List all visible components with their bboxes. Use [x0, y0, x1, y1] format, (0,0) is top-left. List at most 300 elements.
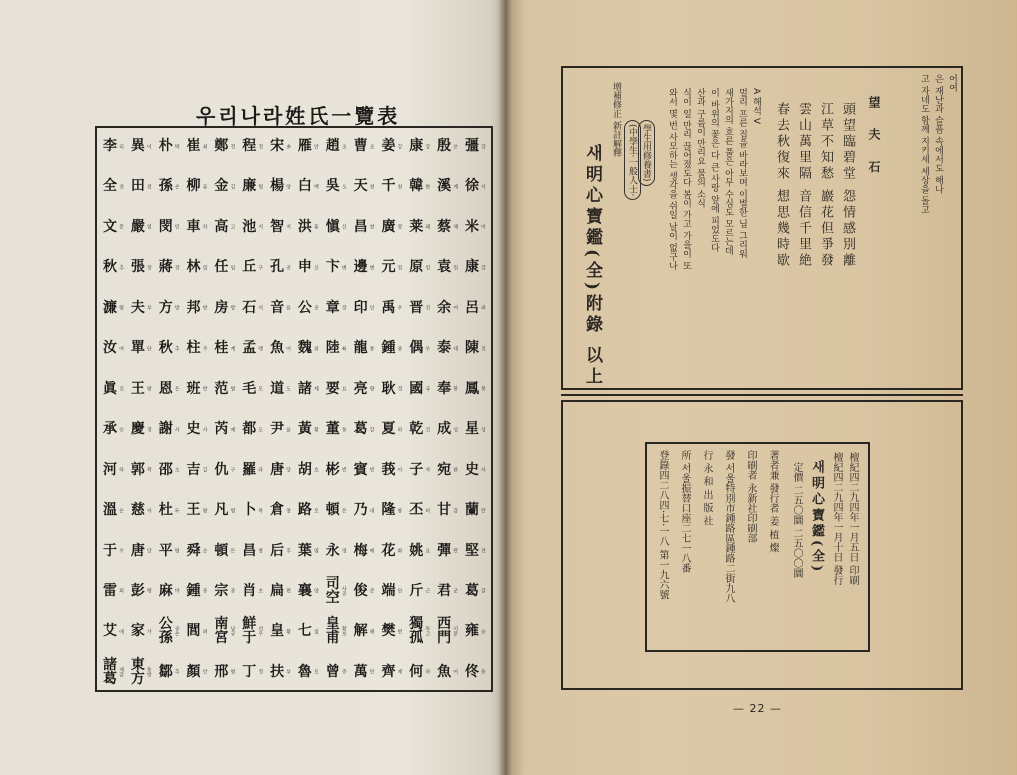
surname-reading: 모	[257, 386, 264, 392]
surname-entry	[187, 539, 207, 563]
surname-reading: 채	[452, 224, 459, 230]
surname-reading: 독고	[424, 626, 431, 637]
surname-hanja: 蘭	[464, 502, 479, 519]
surname-entry	[214, 498, 234, 522]
surname-reading: 성	[452, 426, 459, 432]
surname-reading: 해	[368, 628, 375, 634]
surname-hanja: 甘	[437, 502, 452, 519]
surname-reading: 우	[396, 305, 403, 311]
surname-hanja: 皇	[270, 623, 285, 640]
surname-reading: 지	[257, 224, 264, 230]
surname-hanja: 雷	[103, 582, 117, 599]
surname-hanja: 子	[409, 461, 424, 478]
surname-hanja: 池	[242, 218, 257, 235]
surname-reading: 경	[396, 386, 403, 392]
surname-hanja: 齊	[381, 663, 396, 680]
surname-hanja: 耿	[381, 380, 396, 397]
poem-line: 雲山萬里隔 音信千里絶	[796, 102, 811, 270]
surname-entry	[131, 134, 151, 158]
surname-hanja: 舜	[186, 542, 201, 559]
surname-reading: 완	[452, 467, 459, 473]
surname-hanja: 黃	[297, 421, 312, 438]
surname-column	[130, 134, 152, 687]
surname-hanja: 晋	[409, 299, 424, 316]
surname-reading: 근	[424, 588, 431, 594]
colophon-book-title: 새明心寶鑑(全)	[809, 460, 824, 575]
surname-entry	[325, 575, 347, 606]
surname-hanja: 范	[214, 380, 229, 397]
surname-entry	[354, 619, 374, 643]
surname-reading: 옹	[479, 628, 486, 634]
surname-entry	[270, 498, 290, 522]
translation-line: 산과 구름이 만리요 물의 소식	[695, 88, 705, 208]
surname-entry	[326, 377, 346, 401]
surname-hanja: 米	[464, 218, 479, 235]
surname-reading: 주	[201, 345, 208, 351]
surname-reading: 은	[452, 143, 459, 149]
surname-hanja: 閔	[158, 218, 173, 235]
surname-column	[187, 134, 207, 684]
surname-reading: 추	[173, 345, 180, 351]
surname-entry	[159, 174, 179, 198]
surname-entry	[103, 498, 123, 522]
surname-column	[214, 134, 234, 684]
surname-hanja: 佟	[464, 663, 479, 680]
surname-hanja: 徐	[464, 178, 479, 195]
surname-hanja: 永	[325, 542, 340, 559]
surname-hanja: 夏	[381, 421, 396, 438]
surname-entry	[187, 296, 207, 320]
surname-reading: 박	[173, 143, 180, 149]
surname-reading: 양	[312, 588, 319, 594]
surname-entry	[187, 377, 207, 401]
surname-reading: 고	[229, 224, 236, 230]
surname-reading: 공손	[173, 626, 180, 637]
surname-hanja: 廉	[242, 178, 257, 195]
surname-entry	[465, 579, 485, 603]
surname-table	[95, 126, 493, 692]
publish-date: 檀紀四二九四年一月十日 發行	[831, 452, 842, 586]
surname-entry	[298, 498, 318, 522]
surname-hanja: 廣	[381, 218, 396, 235]
surname-hanja: 單	[130, 340, 145, 357]
surname-entry	[270, 417, 290, 441]
surname-reading: 장	[340, 305, 347, 311]
surname-hanja: 彊	[464, 138, 479, 154]
surname-reading: 갈	[479, 588, 486, 594]
surname-entry	[325, 616, 347, 647]
surname-reading: 윤	[285, 426, 292, 432]
surname-reading: 계	[229, 345, 236, 351]
printer: 印刷者 永新社印刷部	[745, 450, 756, 544]
surname-hanja: 康	[409, 138, 424, 154]
surname-entry	[381, 255, 401, 279]
surname-entry	[159, 255, 179, 279]
surname-hanja: 昌	[353, 218, 368, 235]
surname-reading: 건	[424, 426, 431, 432]
surname-hanja: 胡	[297, 461, 312, 478]
surname-hanja: 房	[214, 299, 229, 316]
surname-reading: 안	[312, 143, 319, 149]
surname-reading: 왕	[145, 386, 152, 392]
surname-entry	[465, 134, 485, 158]
surname-column	[326, 134, 346, 684]
surname-entry	[103, 377, 123, 401]
surname-reading: 봉	[452, 386, 459, 392]
left-page	[0, 0, 505, 775]
surname-reading: 여	[452, 305, 459, 311]
surname-reading: 형	[229, 669, 236, 675]
surname-reading: 지	[285, 224, 292, 230]
surname-entry	[437, 336, 457, 360]
surname-entry	[465, 215, 485, 239]
surname-reading: 증	[340, 669, 347, 675]
surname-reading: 봉	[479, 386, 486, 392]
surname-hanja: 禹	[381, 299, 396, 316]
surname-hanja: 公	[297, 299, 312, 316]
surname-reading: 곽	[145, 467, 152, 473]
surname-reading: 제	[312, 386, 319, 392]
surname-entry	[326, 417, 346, 441]
surname-entry	[437, 616, 459, 647]
surname-hanja: 道	[270, 380, 285, 397]
surname-reading: 어	[452, 669, 459, 675]
surname-reading: 부	[145, 305, 152, 311]
surname-hanja: 眞	[103, 380, 117, 397]
surname-reading: 엽	[312, 548, 319, 554]
surname-reading: 륭	[396, 507, 403, 513]
surname-hanja: 宛	[437, 461, 452, 478]
surname-reading: 장	[173, 264, 180, 270]
surname-entry	[465, 539, 485, 563]
surname-hanja: 余	[437, 299, 452, 316]
surname-reading: 애	[118, 628, 124, 634]
surname-entry	[409, 215, 429, 239]
surname-hanja: 曹	[353, 138, 368, 154]
surname-reading: 추	[118, 264, 124, 270]
surname-hanja: 葛	[464, 582, 479, 599]
surname-entry	[326, 336, 346, 360]
surname-column	[409, 134, 429, 684]
surname-reading: 계	[452, 183, 459, 189]
surname-hanja: 郭	[130, 461, 145, 478]
surname-reading: 두	[173, 507, 180, 513]
surname-entry	[131, 417, 151, 441]
surname-reading: 래	[424, 224, 431, 230]
surname-entry	[103, 417, 123, 441]
surname-entry	[354, 296, 374, 320]
surname-entry	[354, 539, 374, 563]
surname-reading: 아	[396, 467, 403, 473]
surname-hanja: 獨孤	[409, 616, 424, 647]
surname-entry	[103, 579, 123, 603]
surname-hanja: 閭	[186, 623, 201, 640]
surname-entry	[242, 660, 262, 684]
surname-entry	[437, 498, 457, 522]
surname-hanja: 河	[103, 461, 117, 478]
surname-entry	[103, 336, 123, 360]
surname-entry	[214, 336, 234, 360]
surname-hanja: 音	[270, 299, 285, 316]
surname-hanja: 桂	[214, 340, 229, 357]
surname-entry	[242, 336, 262, 360]
registration-number: 登錄四二八四·七·一八 第一九六號	[657, 450, 668, 600]
surname-reading: 이	[145, 143, 152, 149]
surname-hanja: 葉	[297, 542, 312, 559]
surname-hanja: 田	[130, 178, 145, 195]
surname-reading: 방	[173, 305, 180, 311]
surname-hanja: 丘	[242, 259, 257, 276]
surname-hanja: 全	[103, 178, 117, 195]
surname-hanja: 芮	[214, 421, 229, 438]
surname-hanja: 丁	[242, 663, 257, 680]
surname-entry	[326, 255, 346, 279]
surname-hanja: 倉	[270, 502, 285, 519]
surname-reading: 당	[285, 467, 292, 473]
surname-entry	[242, 417, 262, 441]
surname-hanja: 千	[381, 178, 396, 195]
surname-entry	[159, 377, 179, 401]
surname-entry	[465, 255, 485, 279]
surname-reading: 류	[201, 183, 208, 189]
surname-hanja: 王	[186, 502, 201, 519]
surname-hanja: 麻	[158, 582, 173, 599]
surname-hanja: 莪	[381, 461, 396, 478]
surname-hanja: 章	[325, 299, 340, 316]
surname-entry	[242, 616, 264, 647]
surname-hanja: 丕	[409, 502, 424, 519]
surname-reading: 최	[201, 143, 208, 149]
surname-hanja: 諸葛	[103, 656, 117, 687]
surname-hanja: 史	[186, 421, 201, 438]
surname-hanja: 孟	[242, 340, 257, 357]
surname-hanja: 溪	[437, 178, 452, 195]
surname-entry	[437, 134, 457, 158]
surname-hanja: 君	[437, 582, 452, 599]
surname-entry	[381, 336, 401, 360]
surname-entry	[159, 215, 179, 239]
surname-reading: 민	[173, 224, 180, 230]
surname-entry	[437, 660, 457, 684]
surname-hanja: 何	[409, 663, 424, 680]
surname-hanja: 文	[103, 218, 117, 235]
surname-reading: 초	[257, 588, 264, 594]
surname-entry	[214, 296, 234, 320]
surname-hanja: 顏	[186, 663, 201, 680]
page-number: — 22 —	[733, 702, 782, 715]
surname-table-title: 우리나라姓氏一覽表	[196, 104, 401, 128]
surname-entry	[409, 458, 429, 482]
surname-entry	[242, 458, 262, 482]
surname-reading: 돈	[340, 507, 347, 513]
surname-hanja: 天	[353, 178, 368, 195]
surname-reading: 안	[201, 669, 208, 675]
surname-hanja: 星	[464, 421, 479, 438]
surname-reading: 공	[312, 305, 319, 311]
surname-hanja: 奉	[437, 380, 452, 397]
surname-reading: 황	[312, 426, 319, 432]
surname-reading: 로	[312, 507, 319, 513]
surname-entry	[130, 656, 152, 687]
surname-hanja: 羅	[242, 461, 257, 478]
surname-entry	[298, 417, 318, 441]
surname-hanja: 扶	[270, 663, 285, 680]
surname-reading: 화	[396, 548, 403, 554]
surname-entry	[214, 660, 234, 684]
surname-hanja: 于	[103, 542, 117, 559]
surname-reading: 왕	[201, 507, 208, 513]
surname-hanja: 張	[130, 259, 145, 276]
surname-hanja: 彭	[130, 582, 145, 599]
surname-entry	[270, 660, 290, 684]
surname-hanja: 班	[186, 380, 201, 397]
surname-entry	[298, 215, 318, 239]
surname-reading: 강	[396, 143, 403, 149]
surname-reading: 빈	[368, 467, 375, 473]
surname-entry	[187, 174, 207, 198]
surname-entry	[465, 336, 485, 360]
surname-reading: 방	[201, 305, 208, 311]
surname-entry	[409, 417, 429, 441]
surname-hanja: 乃	[353, 502, 368, 519]
surname-entry	[465, 174, 485, 198]
surname-reading: 반	[201, 386, 208, 392]
surname-hanja: 呂	[464, 299, 479, 316]
surname-entry	[409, 174, 429, 198]
surname-entry	[103, 619, 123, 643]
surname-hanja: 莱	[409, 218, 424, 235]
surname-hanja: 萬	[353, 663, 368, 680]
surname-entry	[214, 579, 234, 603]
surname-hanja: 愼	[325, 218, 340, 235]
surname-hanja: 家	[130, 623, 145, 640]
surname-hanja: 邵	[158, 461, 173, 478]
surname-entry	[187, 458, 207, 482]
surname-hanja: 泰	[437, 340, 452, 357]
surname-reading: 원	[452, 264, 459, 270]
surname-reading: 려	[201, 628, 208, 634]
publisher-name: 行 永 和 出 版 社	[701, 450, 712, 526]
surname-entry	[298, 619, 318, 643]
surname-hanja: 宋	[270, 138, 285, 154]
surname-reading: 창	[257, 548, 264, 554]
surname-entry	[242, 498, 262, 522]
surname-reading: 양	[285, 183, 292, 189]
surname-hanja: 謝	[158, 421, 173, 438]
surname-reading: 정	[229, 143, 236, 149]
poem-line: 頭望臨碧堂 怨情感別離	[840, 102, 855, 270]
surname-entry	[103, 656, 124, 687]
surname-hanja: 葛	[353, 421, 368, 438]
surname-hanja: 杜	[158, 502, 173, 519]
surname-reading: 구	[257, 264, 264, 270]
surname-hanja: 孔	[270, 259, 285, 276]
surname-entry	[159, 134, 179, 158]
surname-column	[465, 134, 485, 684]
surname-reading: 하	[424, 669, 431, 675]
surname-hanja: 雍	[464, 623, 479, 640]
surname-reading: 태	[452, 345, 459, 351]
surname-reading: 황보	[340, 626, 347, 637]
surname-entry	[409, 134, 429, 158]
surname-hanja: 賓	[353, 461, 368, 478]
surname-hanja: 都	[242, 421, 257, 438]
surname-hanja: 毛	[242, 380, 257, 397]
surname-entry	[242, 255, 262, 279]
surname-entry	[326, 174, 346, 198]
surname-entry	[437, 215, 457, 239]
surname-entry	[131, 579, 151, 603]
surname-entry	[103, 174, 123, 198]
translation-line: 와서 몇 번 사모하는 생각을 쉬일 날이 없구나	[667, 88, 677, 271]
surname-entry	[326, 296, 346, 320]
surname-hanja: 鮮于	[242, 616, 257, 647]
surname-entry	[187, 498, 207, 522]
surname-hanja: 皇甫	[325, 616, 340, 647]
surname-reading: 여	[118, 345, 124, 351]
surname-reading: 제갈	[118, 666, 124, 677]
surname-entry	[270, 458, 290, 482]
surname-entry	[354, 660, 374, 684]
surname-reading: 정	[257, 669, 264, 675]
surname-reading: 변	[368, 264, 375, 270]
surname-reading: 림	[201, 264, 208, 270]
surname-hanja: 鳳	[464, 380, 479, 397]
print-date: 檀紀四二九四年一月五日 印刷	[847, 452, 858, 586]
surname-hanja: 彈	[437, 542, 452, 559]
surname-entry	[214, 215, 234, 239]
surname-hanja: 公孫	[158, 616, 173, 647]
surname-hanja: 仇	[214, 461, 229, 478]
surname-reading: 천	[368, 183, 375, 189]
surname-entry	[381, 296, 401, 320]
surname-reading: 사	[201, 426, 208, 432]
surname-hanja: 諸	[297, 380, 312, 397]
surname-reading: 단	[396, 588, 403, 594]
surname-hanja: 雁	[297, 138, 312, 154]
surname-hanja: 吉	[186, 461, 201, 478]
surname-hanja: 濂	[103, 299, 117, 316]
surname-hanja: 石	[242, 299, 257, 316]
surname-entry	[131, 215, 151, 239]
surname-reading: 문	[118, 224, 124, 230]
surname-hanja: 后	[270, 542, 285, 559]
surname-entry	[298, 377, 318, 401]
surname-reading: 도	[285, 386, 292, 392]
surname-reading: 내	[368, 507, 375, 513]
surname-entry	[131, 619, 151, 643]
surname-reading: 어	[285, 345, 292, 351]
surname-reading: 엄	[145, 224, 152, 230]
surname-hanja: 孫	[158, 178, 173, 195]
surname-entry	[159, 539, 179, 563]
surname-reading: 남궁	[229, 626, 236, 637]
surname-reading: 위	[312, 345, 319, 351]
surname-reading: 로	[312, 669, 319, 675]
surname-hanja: 洪	[297, 218, 312, 235]
surname-entry	[242, 377, 262, 401]
surname-reading: 원	[396, 264, 403, 270]
surname-entry	[381, 134, 401, 158]
surname-hanja: 魏	[297, 340, 312, 357]
surname-entry	[465, 377, 485, 401]
surname-hanja: 鍾	[186, 582, 201, 599]
surname-reading: 음	[285, 305, 292, 311]
surname-reading: 가	[145, 628, 152, 634]
surname-reading: 김	[229, 183, 236, 189]
surname-entry	[437, 539, 457, 563]
surname-entry	[437, 458, 457, 482]
